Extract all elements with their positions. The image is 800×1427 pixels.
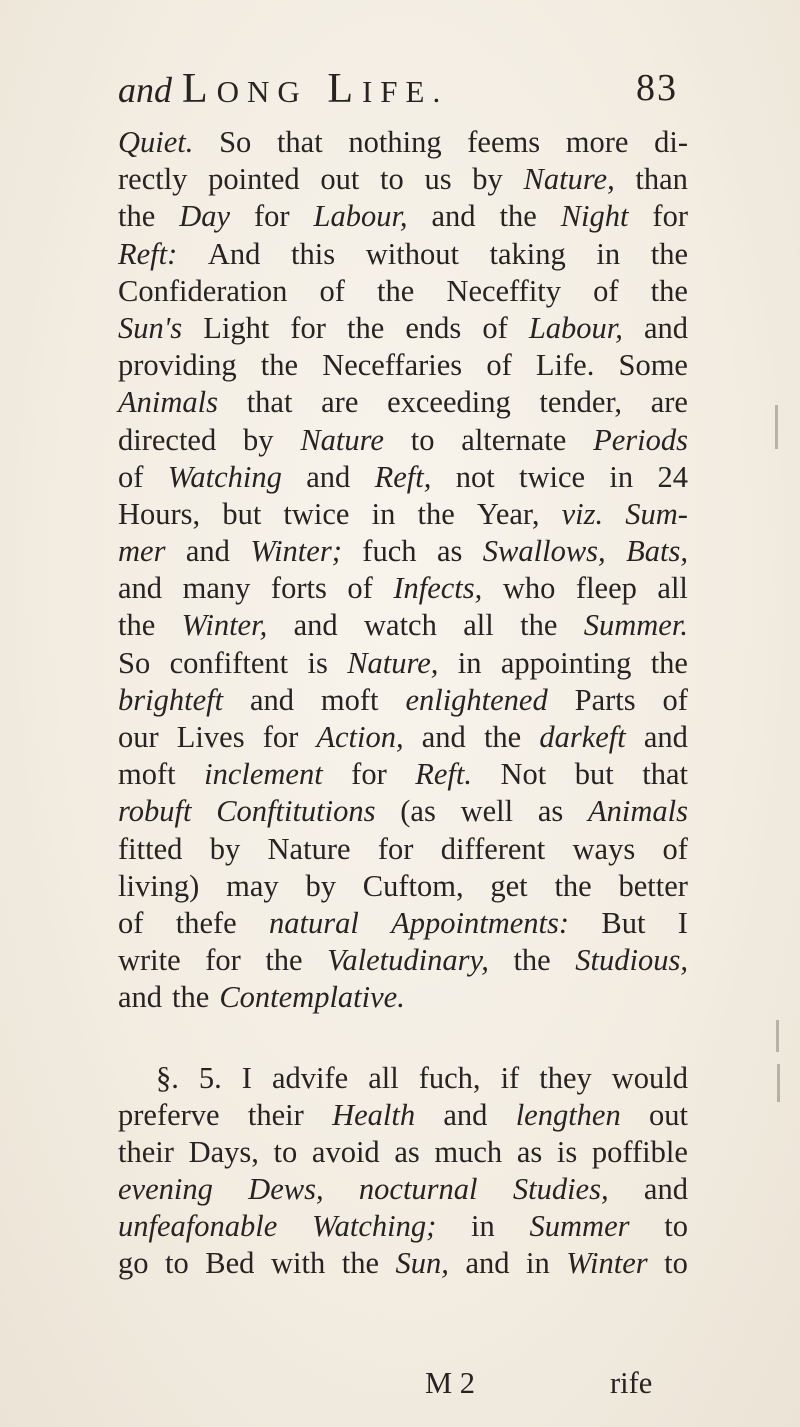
word: are [321, 385, 359, 420]
word: and [431, 199, 476, 234]
word: fuch [362, 534, 417, 569]
word: Labour, [528, 310, 623, 345]
text-line [118, 1245, 688, 1282]
word: of [662, 682, 688, 717]
word: Bats, [626, 534, 688, 569]
word: Dews, [248, 1172, 324, 1207]
word: rectly [118, 162, 188, 197]
text-line [118, 1208, 688, 1245]
word: Sum- [625, 496, 688, 531]
word: of [118, 905, 144, 940]
word: are [650, 385, 688, 420]
word: Reft, [374, 459, 432, 494]
text-line [118, 422, 688, 459]
word: Summer. [583, 608, 688, 643]
word: fitted [118, 831, 183, 866]
word: Infects, [393, 571, 483, 606]
word: the [650, 236, 688, 271]
word: Swallows, [482, 534, 606, 569]
word: may [226, 868, 279, 903]
word: the [260, 348, 299, 383]
catchword: rife [610, 1366, 653, 1400]
word: inclement [204, 757, 323, 792]
word: Health [332, 1097, 416, 1132]
word: the [417, 496, 455, 531]
word: for [205, 943, 241, 978]
text-line [118, 310, 688, 347]
word: So [219, 125, 252, 159]
word: Days, [188, 1134, 259, 1169]
text-line [118, 719, 688, 756]
word: advife [271, 1060, 349, 1095]
word: and [465, 1246, 510, 1281]
word: Watching; [312, 1209, 437, 1244]
word: out [320, 162, 360, 197]
word: in [526, 1246, 550, 1281]
word: they [539, 1060, 592, 1095]
word: the [341, 1246, 379, 1281]
text-line [118, 1134, 688, 1171]
word: and [118, 571, 163, 606]
word: twice [519, 459, 586, 494]
text-line [118, 979, 688, 1016]
word: is [556, 1134, 578, 1169]
text-line [118, 942, 688, 979]
text-line [118, 868, 688, 905]
word: Cuftom, [362, 868, 464, 903]
word: Day [179, 199, 231, 234]
word: the [118, 199, 156, 234]
word: the [483, 720, 522, 754]
word: Parts [574, 682, 636, 717]
word: the [650, 273, 688, 308]
word: Nature, [347, 645, 439, 680]
word: than [635, 162, 688, 197]
word: Sun's [118, 310, 183, 345]
text-line [118, 1097, 688, 1134]
word: lengthen [515, 1097, 621, 1132]
word: for [377, 831, 414, 866]
word: as [516, 1134, 543, 1169]
word: mer [118, 534, 166, 569]
word: Not [500, 757, 547, 792]
word: thefe [175, 905, 237, 940]
word: for [262, 720, 299, 754]
word: for [253, 199, 290, 234]
running-head-prefix: and [118, 70, 172, 110]
margin-shadow-mark [777, 1064, 780, 1102]
word: that [246, 385, 293, 420]
word: all [657, 571, 688, 606]
word: by [209, 831, 241, 866]
text-line [118, 607, 688, 644]
word: by [472, 162, 503, 197]
word: Year, [476, 496, 540, 531]
text-line [118, 198, 688, 235]
running-head-title: LONG LIFE. [182, 66, 449, 112]
word: I [241, 1060, 252, 1095]
word: well [460, 794, 514, 829]
word: and [118, 980, 163, 1015]
word: fuch, [418, 1060, 481, 1095]
word: of [486, 348, 512, 383]
word: in [457, 645, 482, 680]
word: Neceffity [446, 273, 562, 308]
word: alternate [461, 422, 567, 457]
word: and [421, 720, 466, 754]
word: Bed [205, 1246, 255, 1281]
word: robuft [118, 794, 192, 829]
word: for [652, 199, 688, 234]
word: 5. [198, 1060, 222, 1095]
word: and [643, 310, 688, 345]
word: Winter; [250, 534, 342, 569]
word: better [618, 868, 688, 903]
word: the [347, 310, 385, 345]
word: living) [118, 868, 200, 903]
word: the [265, 943, 303, 978]
word: us [424, 162, 452, 197]
word: all [463, 608, 494, 643]
text-line [118, 236, 688, 273]
word: pointed [208, 162, 300, 197]
text-line [118, 831, 688, 868]
word: our [118, 720, 159, 754]
text-line [118, 496, 688, 533]
word: poffible [591, 1134, 688, 1169]
word: as [537, 794, 564, 829]
word: the [118, 608, 156, 643]
word: of [482, 310, 508, 345]
word: Light [203, 310, 270, 345]
word: and [185, 534, 230, 569]
word: the [513, 943, 551, 978]
word: taking [489, 236, 566, 271]
word: nocturnal [358, 1172, 478, 1207]
word: ends [405, 310, 462, 345]
word: appointing [500, 645, 632, 680]
word: evening [118, 1172, 213, 1207]
text-line [118, 905, 688, 942]
word: to [273, 1134, 298, 1169]
word: Life. [535, 348, 595, 383]
word: all [368, 1060, 399, 1095]
word: preferve [118, 1097, 220, 1132]
word: much [434, 1134, 503, 1169]
word: this [291, 236, 336, 271]
word: for [290, 310, 326, 345]
text-line [118, 459, 688, 496]
word: Some [618, 348, 688, 383]
text-line [118, 645, 688, 682]
signature-mark: M 2 [425, 1366, 475, 1400]
word: Nature [267, 831, 351, 866]
word: of [593, 273, 619, 308]
word: Animals [118, 385, 218, 420]
word: enlightened [405, 682, 548, 717]
word: Periods [593, 422, 688, 457]
word: But [601, 905, 646, 940]
word: many [182, 571, 251, 606]
word: to [410, 422, 435, 457]
word: watch [364, 608, 437, 643]
word: and [643, 1172, 688, 1207]
word: in [371, 496, 396, 531]
word: not [455, 459, 495, 494]
word: with [270, 1246, 326, 1281]
word: Winter [566, 1246, 648, 1281]
text-line [118, 793, 688, 830]
word: moft [320, 682, 379, 717]
word: providing [118, 348, 237, 383]
word: Confideration [118, 273, 288, 308]
word: that [276, 125, 323, 159]
word: by [243, 422, 274, 457]
word: exceeding [387, 385, 511, 420]
word: Summer [529, 1209, 630, 1244]
word: but [574, 757, 614, 792]
word: directed [118, 422, 217, 457]
margin-shadow-mark [776, 1020, 779, 1052]
word: the [172, 980, 210, 1015]
word: viz. [561, 496, 604, 531]
word: ways [572, 831, 636, 866]
text-line [118, 273, 688, 310]
word: moft [118, 757, 176, 792]
word: if [500, 1060, 520, 1095]
word: Animals [588, 794, 688, 829]
word: their [118, 1134, 174, 1169]
word: unfeafonable [118, 1209, 278, 1244]
word: in [471, 1209, 495, 1244]
word: Watching [167, 459, 282, 494]
word: go [118, 1246, 149, 1281]
word: and [306, 459, 351, 494]
word: Reft: [118, 236, 178, 271]
text-line [118, 570, 688, 607]
word: of [662, 831, 688, 866]
text-line [118, 161, 688, 198]
text-line [118, 533, 688, 570]
word: the [554, 868, 592, 903]
text-line [118, 347, 688, 384]
running-title [118, 60, 448, 120]
word: to [165, 1246, 189, 1281]
word: in [609, 459, 634, 494]
word: Lives [176, 720, 245, 754]
word: Labour, [313, 199, 408, 234]
word: is [307, 645, 328, 680]
word: who [502, 571, 556, 606]
word: to [664, 1246, 688, 1281]
word: their [247, 1097, 304, 1132]
text-line [118, 682, 688, 719]
word: darkeft [539, 720, 626, 754]
word: of [319, 273, 345, 308]
word: in [596, 236, 621, 271]
word: and [643, 720, 688, 754]
word: Valetudinary, [327, 943, 489, 978]
word: di- [654, 125, 688, 159]
word: as [394, 1134, 420, 1169]
word: Winter, [181, 608, 268, 643]
text-line [118, 124, 688, 161]
word: feems [467, 125, 541, 159]
word: and [249, 682, 295, 717]
word: Reft. [415, 757, 472, 792]
word: of [118, 459, 144, 494]
word: I [677, 905, 688, 940]
word: but [222, 496, 262, 531]
page-number: 83 [636, 67, 678, 109]
word: And [207, 236, 261, 271]
word: the [499, 199, 537, 234]
word: Contemplative. [219, 980, 405, 1015]
word: and [293, 608, 338, 643]
word: Studies, [512, 1172, 609, 1207]
word: Night [560, 199, 629, 234]
word: as [436, 534, 463, 569]
word: get [490, 868, 528, 903]
word: the [520, 608, 558, 643]
word: that [642, 757, 688, 792]
text-line [118, 1171, 688, 1208]
word: natural [269, 905, 359, 940]
word: forts [270, 571, 327, 606]
word: the [650, 645, 688, 680]
word: Neceffaries [322, 348, 463, 383]
word: to [664, 1209, 688, 1244]
word: 24 [657, 459, 688, 494]
word: without [365, 236, 459, 271]
word: tender, [539, 385, 623, 420]
text-line [118, 384, 688, 421]
word: would [611, 1060, 688, 1095]
word: Conftitutions [216, 794, 376, 829]
word: brighteft [118, 682, 224, 717]
word: write [118, 943, 181, 978]
word: So [118, 645, 151, 680]
word: to [380, 162, 404, 197]
word: for [351, 757, 387, 792]
text-line [118, 756, 688, 793]
word: the [377, 273, 415, 308]
word: Quiet. [118, 125, 194, 159]
word: Appointments: [391, 905, 570, 940]
word: out [649, 1097, 688, 1132]
word: nothing [348, 125, 442, 159]
word: fleep [575, 571, 637, 606]
paragraph-gap [118, 1017, 688, 1060]
word: twice [283, 496, 350, 531]
running-head [118, 60, 678, 116]
word: of [347, 571, 373, 606]
word: confiftent [169, 645, 289, 680]
body-text [118, 124, 688, 1283]
word: Studious, [575, 943, 688, 978]
text-line [118, 1060, 688, 1097]
word: Action, [316, 720, 404, 754]
word: Hours, [118, 496, 201, 531]
word: by [305, 868, 336, 903]
word: (as [400, 794, 436, 829]
word: Sun, [395, 1246, 449, 1281]
word: and [443, 1097, 488, 1132]
word: avoid [311, 1134, 380, 1169]
word: more [565, 125, 629, 159]
word: §. [156, 1060, 179, 1095]
word: Nature [300, 422, 384, 457]
word: Nature, [523, 162, 615, 197]
margin-shadow-mark [775, 405, 778, 449]
word: different [440, 831, 546, 866]
